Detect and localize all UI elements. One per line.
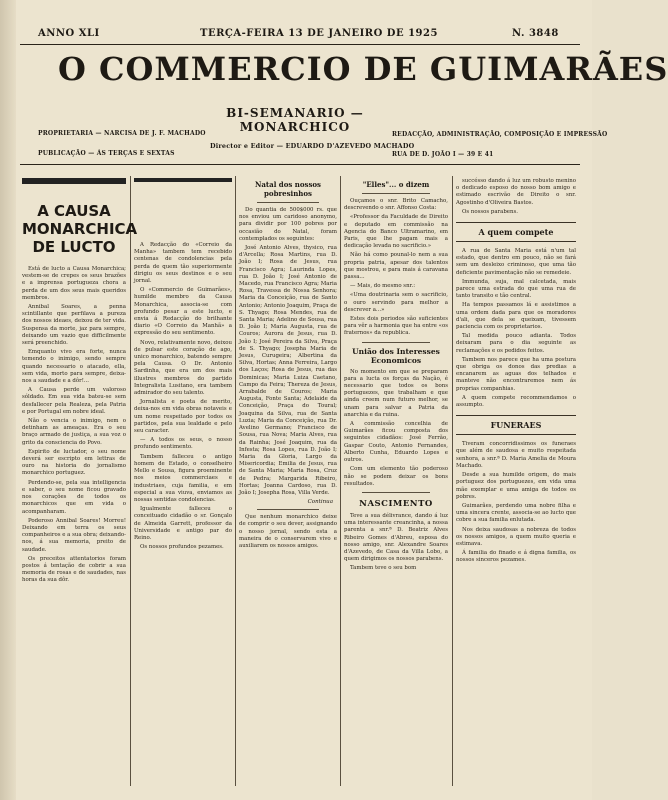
heading-rule bbox=[362, 193, 430, 194]
article-paragraph: Estes dois periodos são suficientes para vêr a harmonia que ha entre «os fraternos» da republica. bbox=[344, 316, 448, 337]
section-heading-natal: Natal dos nossos pobresinhos bbox=[255, 180, 321, 198]
column-1 bbox=[22, 178, 138, 788]
header-rule-top bbox=[20, 44, 580, 45]
office-label: REDACÇÃO, ADMINISTRAÇÃO, COMPOSIÇÃO E IMPRESSÃO bbox=[392, 131, 608, 138]
article-paragraph: Não o vencia o inimigo, nem o detinham as ameaças. Era o seu braço armado de justiça, a sua voz o grito da consciencia do Povo. bbox=[22, 418, 126, 446]
article-paragraph: Tambem nos parece que ha uma postura que obriga os donos das predias a encanarem as aguas dos telhados e manteve não encontraremos nem ás proprias companhias. bbox=[456, 356, 576, 392]
article-paragraph: — A todos os seus, o nosso profundo sentimento. bbox=[134, 437, 232, 451]
year-label: ANNO XLI bbox=[38, 28, 100, 39]
article-paragraph: Desde a sua humilde origem, do mais portuguez dos portuguezes, em vida uma mãe exemplar e uma amiga de todos os pobres. bbox=[456, 472, 576, 500]
section-heading-funeraes: FUNERAES bbox=[456, 415, 576, 435]
column-5 bbox=[456, 178, 576, 788]
section-rule bbox=[362, 492, 430, 493]
article-paragraph: Jornalista e poeta de merito, deixa-nos em vida obras notaveis e um nome respeitado por todos os partidos, pela sua lealdade e pelo seu caracter. bbox=[134, 399, 232, 435]
owner-label: PROPRIETARIA — NARCISA DE J. F. MACHADO bbox=[38, 130, 206, 137]
article-paragraph: Perdendo-se, pela sua intelligencia e saber, o seu nome ficou gravado nos corações de todos os monarchicos que em vida o acompanharam. bbox=[22, 479, 126, 515]
section-heading-uniao: União dos Interesses Economicos bbox=[352, 346, 440, 365]
article-paragraph: Emquanto vivo era forte, nunca temendo o inimigo, sendo sempre quando necessario o atacado, ella, sem vida, morto para sempre, deixa-nos a saudade e a dôr!... bbox=[22, 349, 126, 385]
section-rule bbox=[257, 509, 319, 510]
issue-number: N. 3848 bbox=[512, 28, 559, 39]
article-paragraph: Os nossos parabens. bbox=[462, 208, 518, 215]
article-paragraph: Guimarães, perdendo uma nobre filha e uma sincera crente, associa-se ao lucto que cobre a sua familia enlutada. bbox=[456, 502, 576, 524]
column-4 bbox=[344, 178, 448, 788]
article-paragraph: Annibal Soares, a penna scintillante que perfilava a pureza dos nossos ideaes, deixou de ter vida. Suspensa da morte, jaz para sempre, deixando um vazio que difficilmente será preenchido. bbox=[22, 304, 126, 347]
article-paragraph: No momento em que se preparam para a lucta os forças da Nação, é necessario que todos os bons portuguezes, que trabalham e que ainda creem num futuro melhor, se unam para salvar a Patria da anarchia e da ruina. bbox=[344, 368, 448, 418]
article-paragraph: Nos deixa saudosas a nobreza de todos os nossos amigos, a quem muito queria e estimava. bbox=[456, 526, 576, 547]
article-paragraph: Tambem falleceu o antigo homem de Estado, o conselheiro Mello e Sousa, figura proeminente nos meios commerciaes e industriaes, cuja familia, e em especial a sua viuva, enviamos as nossas sentidas condolencias. bbox=[134, 453, 232, 503]
article-paragraph: Tiveram concorridissimos os funeraes que além de saudosa e muito respeitada senhora, a snr.ª D. Maria Amelia de Moura Machado. bbox=[456, 441, 576, 469]
section-heading-nascimento: NASCIMENTO bbox=[359, 498, 433, 509]
article-paragraph: Tal medida pouco adianta. Todos deixaram para o dia seguinte as reclamações e os pedidos feitos. bbox=[456, 333, 576, 354]
masthead-subtitle: BI-SEMANARIO — MONARCHICO bbox=[226, 106, 364, 134]
page-fold-shadow bbox=[0, 0, 16, 800]
continua-label: Continua bbox=[307, 499, 333, 506]
article-paragraph: A quem compete recommendamos o assumpto. bbox=[456, 394, 576, 409]
article-paragraph: Os preceitos attentatorios foram postos á tentação de cobrir a sua memoria de rosas e de saudades, nas horas da sua dôr. bbox=[22, 555, 126, 584]
article-title-causa: A CAUSA MONARCHICA DE LUCTO bbox=[22, 202, 138, 256]
article-paragraph: Com um elemento tão poderoso não se podem deixar os bons resultados. bbox=[344, 466, 448, 487]
column-top-bar bbox=[134, 178, 232, 182]
article-paragraph: Immunda, suja, mal calcetada, mais parece uma estrada do que uma rua de tanto transito e tão central. bbox=[456, 278, 576, 300]
column-divider-4 bbox=[452, 176, 453, 786]
article-paragraph: Poderoso Annibal Soares! Morreu! Deixando em terra os seus companheiros e a sua obra; deixando-nos, á sua memoria, preito de saudade. bbox=[22, 517, 126, 553]
column-divider-1 bbox=[130, 176, 131, 786]
article-paragraph: Teve a sua délivrance, dando á luz uma interessante creancinha, a nossa parenta a snr.ª D. Beatriz Alves Ribeiro Gomes d'Abreu, esposa do nosso amigo, snr. Alexandre Soares d'Azevedo, de Casa da Villa Lobo, a quem dirigimos os nossos parabens. bbox=[344, 512, 448, 563]
column-3 bbox=[239, 178, 337, 788]
section-rule bbox=[362, 342, 430, 343]
article-paragraph: Igualmente falleceu o conceituado cidadão o sr. Gonçalo de Almeida Garrett, professor da Universidade e antigo par do Reino. bbox=[134, 506, 232, 541]
article-paragraph: A commissão concelhia de Guimarães ficou composta dos seguintes cidadãos: José Ferrão, Gaspar Couto, Antonio Fernandes, Alberto Cunha, Eduardo Lopes e outros. bbox=[344, 421, 448, 464]
article-paragraph: Do quantia de 500$000 rs. que nos enviou um caridoso anonymo, para dividir por 100 pobres por occasião do Natal, foram contemplados os seguintes: bbox=[239, 207, 337, 242]
heading-rule bbox=[257, 202, 319, 203]
title-bar bbox=[22, 178, 126, 184]
director-label: Director e Editor — EDUARDO D'AZEVEDO MACHADO bbox=[210, 142, 415, 150]
section-heading-quem-compete: A quem compete bbox=[456, 222, 576, 242]
column-divider-2 bbox=[235, 176, 236, 786]
article-paragraph: Não há como pounal-lo nem a sua propria patria, apesar dos talentos que mostrou, e para mais á caravana passa... bbox=[344, 252, 448, 281]
article-paragraph: Espirito de luctador, o seu nome deverá ser escripto em lettras de ouro na historia do jornalismo monarchico portuguez. bbox=[22, 448, 126, 477]
address-label: RUA DE D. JOÃO I — 39 E 41 bbox=[392, 151, 494, 158]
column-divider-3 bbox=[340, 176, 341, 786]
article-paragraph: Ouçamos o snr. Brito Camacho, descrevendo o snr. Affonso Costa: bbox=[344, 198, 448, 212]
article-paragraph: A Causa perde um valoroso sóldado. Em sua vida bateu-se sem desfallecer pela Realeza, pela Patria e por Portugal em nobre ideal. bbox=[22, 387, 126, 415]
article-paragraph: José Antonio Alves, thysico, rua d'Arcella; Rosa Martins, rua D. João I; Rosa de Jesus, rua Francisco Agra; Laurinda Lopes, rua D. João I; José Antonio de Macedo, rua Francisco Agra; Maria Rosa, Travessa de Nossa Senhora; Maria da Conceição, rua de Santo Antonio; Antonio Joaquim, Praça de S. Thyago; Rosa Mendes, rua de Santa Maria; Adelino de Sousa, rua D. João I; Maria Augusta, rua de Couros; Aurora de Jesus, rua D. João I; José Pereira da Silva, Praça de S. Thyago; Josepha Maria de Jesus, Curugeira; Albertina da Silva, Hortas; Anna Ferreira, Largo dos Laços; Rosa de Jesus, rua das Dominicas; Maria Luiza Caetano, Campo da Feira; Thereza de Jesus, Arrabalde de Couros; Maria Augusta, Fonte Santa; Adelaide da Conceição, Praça do Toural; Joaquina da Silva, rua de Santa Luzia; Maria da Conceição, rua Dr. Avelino Germano; Francisco de Sousa, rua Nova; Maria Alves, rua da Rainha; José Joaquim, rua da Infesta; Rosa Lopes, rua D. João I; Maria da Gloria, Largo da Misericordia; Emilia de Jesus, rua de Santa Maria; Maria Rosa, Cruz de Pedra; Margarida Ribeiro, Hortas; Joanna Cardoso, rua D. João I; Josepha Rosa, Villa Verde. bbox=[239, 245, 337, 496]
article-paragraph: Tambem teve o seu bom bbox=[350, 565, 417, 572]
article-paragraph: «Professor da Faculdade de Direito e deputado em commissão na Agencia do Banco Ultramarino, em Paris, que lhe pagam mais a dedicação levada no sacrificio.» bbox=[344, 214, 448, 250]
article-paragraph: succésso dando á luz um robusto menino o dedicado esposo do nosso bom amigo e estimado escrivão de Direito o snr. Agostinho d'Oliveira Bastos. bbox=[456, 178, 576, 206]
article-paragraph: «Uma doutrinaria sem o sacrificio, o ouro servindo para melhor a descrever a...» bbox=[344, 292, 448, 313]
article-paragraph: A rua de Santa Maria está n'um tal estado, que dentro em pouco, não se fará sem um desleixo criminoso, que uma tão deficiente pavimentação não se remedeie. bbox=[456, 248, 576, 276]
article-paragraph: Á familia do finado e á digna familia, os nossos sinceros pezames. bbox=[456, 550, 576, 564]
section-heading-elles: "Elles"... o dizem bbox=[362, 180, 430, 189]
article-paragraph: Os nossos profundos pezames. bbox=[140, 544, 224, 551]
article-paragraph: Ha tempos passamos lá e assistimos a uma ordem dada para que os moradores d'ali, que dela se queixam, tivessem paciencia com os proprietarios. bbox=[456, 302, 576, 331]
article-paragraph: Está de lucto a Causa Monarchica; vestem-se de crepes os seus brazões e a imprensa portugueza chora a perda de um dos seus mais queridos membros. bbox=[22, 266, 126, 301]
article-paragraph: Novo, relativamente novo, deixou de pulsar este coração de ago, unico monarchico, batendo sempre pela Causa. O Dr. Antonio Sardinha, que era um dos mais illustres membros do partido Integralista Lusitano, era tambem admirador do seu talento. bbox=[134, 339, 232, 397]
publication-label: PUBLICAÇÃO — ÁS TERÇAS E SEXTAS bbox=[38, 150, 175, 157]
article-paragraph: Que nenhum monarchico deixe de comprir o seu dever, assignando o nosso jornal, sendo esta a maneira de o conservarem vivo e auxiliarem os nossos amigos. bbox=[239, 514, 337, 549]
header-rule-bottom bbox=[20, 164, 580, 165]
masthead-title: O COMMERCIO DE GUIMARÃES bbox=[58, 50, 668, 88]
article-paragraph: O «Commercio de Guimarães», humilde membro da Causa Monarchica, associa-se com profundo pesar a este lucto, e envia á Redacção do brilhante diario «O Correio da Manhã» a expressão do seu sentimento. bbox=[134, 287, 232, 337]
date-label: TERÇA-FEIRA 13 DE JANEIRO DE 1925 bbox=[200, 28, 438, 39]
article-paragraph: A Redacção do «Correio da Manha» tambem tem recebido centenas de condolencias pela perda de quem tão superiormente dirigiu os seus destinos e o seu jornal. bbox=[134, 242, 232, 285]
article-paragraph: — Mais, do mesmo snr.: bbox=[350, 283, 416, 290]
column-2 bbox=[134, 178, 232, 788]
